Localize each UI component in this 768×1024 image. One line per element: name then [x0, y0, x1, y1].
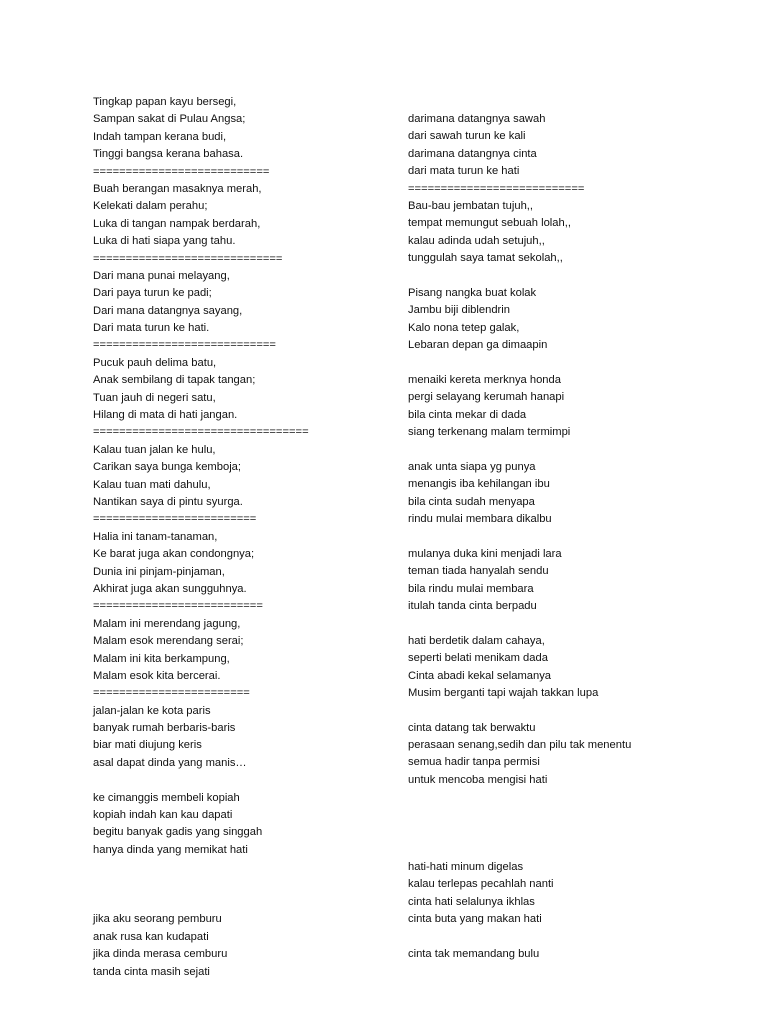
poem-line: bila cinta sudah menyapa [408, 495, 535, 508]
poem-line: cinta datang tak berwaktu [408, 721, 536, 734]
poem-line: cinta tak memandang bulu [408, 947, 540, 960]
separator-line: ================================= [93, 426, 309, 439]
poem-line: teman tiada hanyalah sendu [408, 565, 549, 578]
poem-line: ke cimanggis membeli kopiah [93, 791, 240, 804]
blank-line [408, 354, 631, 371]
poem-line: rindu mulai membara dikalbu [408, 512, 552, 525]
poem-line: Dari mana punai melayang, [93, 269, 230, 282]
poem-line: Nantikan saya di pintu syurga. [93, 495, 243, 508]
poem-line: anak rusa kan kudapati [93, 930, 209, 943]
poem-line: darimana datangnya sawah [408, 113, 546, 125]
poem-line: Dari mata turun ke hati. [93, 322, 210, 335]
separator-line: ========================= [93, 513, 257, 526]
poem-line: darimana datangnya cinta [408, 147, 537, 160]
poem-line: Indah tampan kerana budi, [93, 130, 227, 143]
poem-line: cinta hati selalunya ikhlas [408, 895, 535, 908]
poem-line: Kalau tuan jalan ke hulu, [93, 443, 216, 456]
poem-line: Anak sembilang di tapak tangan; [93, 374, 256, 387]
poem-line: menaiki kereta merknya honda [408, 373, 561, 386]
blank-line [408, 615, 631, 632]
poem-line: Kelekati dalam perahu; [93, 200, 208, 213]
poem-line: kalau terlepas pecahlah nanti [408, 878, 554, 891]
poem-line: hati-hati minum digelas [408, 860, 524, 873]
poem-line: mulanya duka kini menjadi lara [408, 547, 562, 560]
poem-line: Tinggi bangsa kerana bahasa. [93, 148, 244, 161]
poem-line: tunggulah saya tamat sekolah,, [408, 252, 563, 265]
poem-line: pergi selayang kerumah hanapi [408, 391, 565, 404]
blank-line [93, 859, 309, 876]
poem-line: Akhirat juga akan sungguhnya. [93, 582, 247, 595]
separator-line: ============================ [93, 339, 276, 352]
poem-line: tempat memungut sebuah lolah,, [408, 217, 571, 230]
poem-line: untuk mencoba mengisi hati [408, 773, 548, 786]
blank-line [408, 441, 631, 458]
poem-line: hati berdetik dalam cahaya, [408, 634, 545, 647]
poem-line: jika dinda merasa cemburu [93, 948, 228, 961]
blank-line [408, 789, 631, 806]
poem-line: Dari paya turun ke padi; [93, 287, 212, 300]
poem-line: Malam esok merendang serai; [93, 635, 244, 648]
poem-line: Dunia ini pinjam-pinjaman, [93, 565, 225, 578]
poem-line: Sampan sakat di Pulau Angsa; [93, 113, 246, 126]
poem-line: bila rindu mulai membara [408, 582, 534, 595]
poem-line: Ke barat juga akan condongnya; [93, 548, 255, 561]
separator-line: ======================== [93, 687, 250, 700]
poem-line: jalan-jalan ke kota paris [93, 704, 211, 717]
poem-line: Kalau tuan mati dahulu, [93, 478, 211, 491]
poem-line: asal dapat dinda yang manis… [93, 756, 247, 769]
poem-line: Bau-bau jembatan tujuh,, [408, 199, 534, 212]
right-poem-column [408, 111, 631, 963]
poem-line: hanya dinda yang memikat hati [93, 843, 248, 856]
blank-line [408, 528, 631, 545]
poem-line: Malam esok kita bercerai. [93, 669, 221, 682]
poem-line: Cinta abadi kekal selamanya [408, 669, 552, 682]
poem-line: Malam ini kita berkampung, [93, 652, 230, 665]
poem-line: kopiah indah kan kau dapati [93, 809, 233, 822]
poem-line: Lebaran depan ga dimaapin [408, 339, 548, 352]
poem-line: Luka di hati siapa yang tahu. [93, 235, 236, 248]
separator-line: =========================== [408, 182, 585, 195]
poem-line: Tingkap papan kayu bersegi, [93, 96, 237, 108]
poem-line: Musim berganti tapi wajah takkan lupa [408, 686, 599, 699]
poem-line: dari sawah turun ke kali [408, 130, 526, 143]
separator-line: ============================= [93, 252, 283, 265]
poem-line: semua hadir tanpa permisi [408, 756, 540, 769]
blank-line [408, 928, 631, 945]
poem-line: begitu banyak gadis yang singgah [93, 826, 263, 839]
poem-line: siang terkenang malam termimpi [408, 426, 571, 439]
poem-line: jika aku seorang pemburu [93, 913, 222, 926]
poem-line: Tuan jauh di negeri satu, [93, 391, 216, 404]
poem-line: Jambu biji diblendrin [408, 304, 510, 317]
left-poem-column [93, 94, 309, 981]
poem-line: Malam ini merendang jagung, [93, 617, 241, 630]
poem-line: perasaan senang,sedih dan pilu tak menentu [408, 739, 632, 752]
poem-line: Buah berangan masaknya merah, [93, 182, 262, 195]
separator-line: ========================== [93, 600, 263, 613]
blank-line [408, 807, 631, 824]
blank-line [93, 877, 309, 894]
blank-line [93, 894, 309, 911]
poem-line: Dari mana datangnya sayang, [93, 304, 243, 317]
poem-line: Pisang nangka buat kolak [408, 286, 537, 299]
blank-line [408, 841, 631, 858]
poem-line: banyak rumah berbaris-baris [93, 722, 236, 735]
poem-line: Pucuk pauh delima batu, [93, 356, 217, 369]
poem-line: Kalo nona tetep galak, [408, 321, 520, 334]
poem-line: itulah tanda cinta berpadu [408, 599, 537, 612]
separator-line: =========================== [93, 165, 270, 178]
poem-line: biar mati diujung keris [93, 739, 202, 752]
poem-line: menangis iba kehilangan ibu [408, 478, 550, 491]
poem-line: Hilang di mata di hati jangan. [93, 409, 238, 422]
blank-line [408, 824, 631, 841]
blank-line [93, 772, 309, 789]
poem-line: Carikan saya bunga kemboja; [93, 461, 242, 474]
poem-line: cinta buta yang makan hati [408, 912, 542, 925]
poem-line: bila cinta mekar di dada [408, 408, 527, 421]
poem-line: dari mata turun ke hati [408, 165, 520, 178]
poem-line: anak unta siapa yg punya [408, 460, 536, 473]
blank-line [408, 268, 631, 285]
poem-line: seperti belati menikam dada [408, 652, 548, 665]
poem-line: Halia ini tanam-tanaman, [93, 530, 218, 543]
poem-line: tanda cinta masih sejati [93, 965, 210, 978]
blank-line [408, 702, 631, 719]
poem-line: kalau adinda udah setujuh,, [408, 234, 545, 247]
poem-line: Luka di tangan nampak berdarah, [93, 217, 261, 230]
